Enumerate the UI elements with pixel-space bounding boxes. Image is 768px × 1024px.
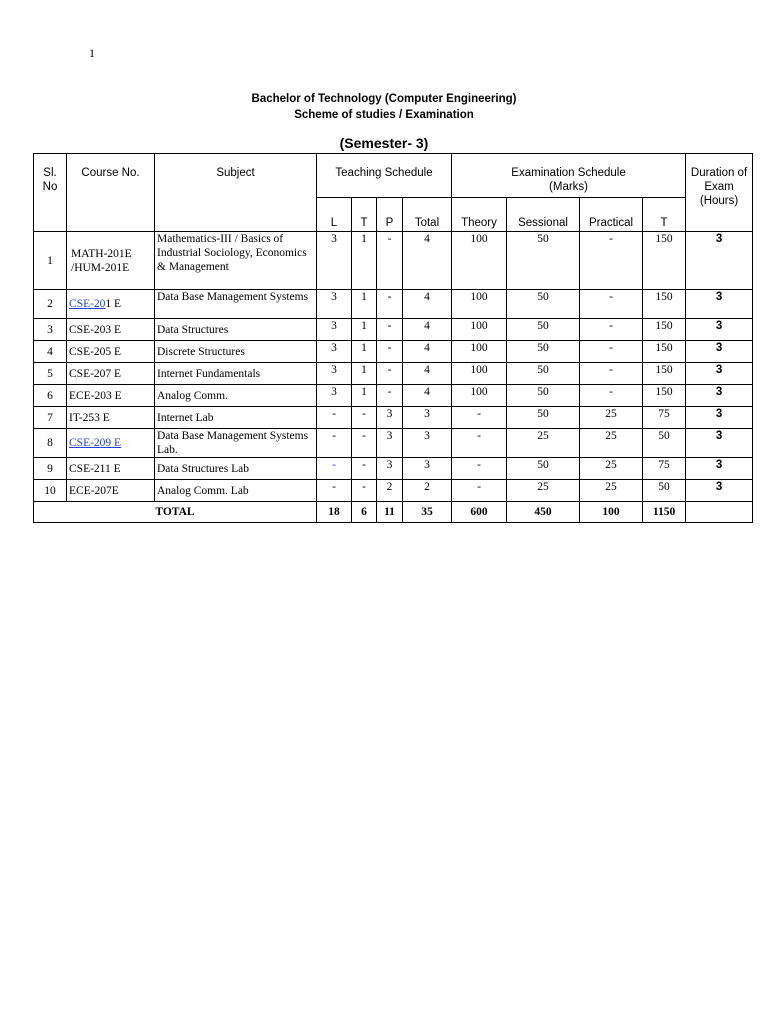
p-cell: 3 [377, 458, 403, 480]
t-total-cell: 75 [643, 458, 686, 480]
course-no-cell [67, 232, 155, 290]
total-cell: 4 [403, 232, 452, 290]
l-cell: 3 [317, 385, 352, 407]
subject-cell: Internet Fundamentals [155, 363, 317, 385]
theory-cell: 100 [452, 232, 507, 290]
header-sl-no: Sl. No [34, 154, 67, 232]
t-cell: - [352, 480, 377, 502]
t-total-cell: 75 [643, 407, 686, 429]
total-practical-cell: 100 [580, 502, 643, 523]
t-total-cell: 150 [643, 341, 686, 363]
duration-cell: 3 [686, 341, 753, 363]
sl-no-cell: 9 [34, 458, 67, 480]
p-cell: - [377, 385, 403, 407]
t-total-cell: 150 [643, 363, 686, 385]
theory-cell: 100 [452, 385, 507, 407]
total-cell: 3 [403, 429, 452, 458]
sessional-cell: 50 [507, 319, 580, 341]
t-cell: - [352, 407, 377, 429]
sessional-cell: 50 [507, 407, 580, 429]
sessional-cell: 50 [507, 341, 580, 363]
course-no-suffix: 1 E [105, 298, 122, 310]
total-cell: 4 [403, 363, 452, 385]
t-cell: - [352, 429, 377, 458]
table-row [34, 341, 753, 363]
total-p-cell: 11 [377, 502, 403, 523]
practical-cell: 25 [580, 480, 643, 502]
sl-no-cell: 7 [34, 407, 67, 429]
t-cell: 1 [352, 232, 377, 290]
course-no-link[interactable]: CSE-20 [69, 298, 106, 310]
sl-no-cell: 5 [34, 363, 67, 385]
p-cell: - [377, 341, 403, 363]
practical-cell: 25 [580, 458, 643, 480]
t-total-cell: 150 [643, 319, 686, 341]
course-no-text: CSE-203 E [69, 323, 122, 336]
t-cell: 1 [352, 385, 377, 407]
header-course-no: Course No. [67, 154, 155, 232]
theory-cell: - [452, 429, 507, 458]
t-total-cell: 150 [643, 290, 686, 319]
duration-cell: 3 [686, 319, 753, 341]
sessional-cell: 50 [507, 363, 580, 385]
course-no-cell [67, 341, 155, 363]
total-cell: 4 [403, 341, 452, 363]
theory-cell: 100 [452, 290, 507, 319]
subject-cell: Data Base Management Systems Lab. [155, 429, 317, 458]
course-no-cell [67, 319, 155, 341]
practical-cell: - [580, 319, 643, 341]
t-total-cell: 50 [643, 429, 686, 458]
l-cell: 3 [317, 232, 352, 290]
total-cell: 4 [403, 385, 452, 407]
practical-cell: 25 [580, 407, 643, 429]
header-row-top [34, 154, 753, 198]
duration-cell: 3 [686, 385, 753, 407]
l-cell: 3 [317, 290, 352, 319]
practical-cell: - [580, 232, 643, 290]
practical-cell: - [580, 385, 643, 407]
header-total: Total [403, 198, 452, 232]
l-cell: 3 [317, 319, 352, 341]
practical-cell: - [580, 341, 643, 363]
total-cell: 3 [403, 458, 452, 480]
course-no-cell [67, 363, 155, 385]
theory-cell: - [452, 407, 507, 429]
header-examination-schedule: Examination Schedule (Marks) [452, 154, 686, 198]
course-no-cell [67, 480, 155, 502]
table-row [34, 319, 753, 341]
l-cell: 3 [317, 363, 352, 385]
duration-cell: 3 [686, 363, 753, 385]
t-total-cell: 150 [643, 232, 686, 290]
header-t-total: T [643, 198, 686, 232]
total-cell: 4 [403, 319, 452, 341]
subject-cell: Data Structures Lab [155, 458, 317, 480]
table-row [34, 458, 753, 480]
practical-cell: 25 [580, 429, 643, 458]
total-label: TOTAL [34, 502, 317, 523]
sl-no-cell: 3 [34, 319, 67, 341]
table-row [34, 385, 753, 407]
t-cell: - [352, 458, 377, 480]
t-total-cell: 150 [643, 385, 686, 407]
total-cell: 2 [403, 480, 452, 502]
p-cell: 3 [377, 429, 403, 458]
course-no-link[interactable]: CSE-209 E [69, 437, 122, 449]
duration-cell: 3 [686, 290, 753, 319]
sessional-cell: 50 [507, 232, 580, 290]
header-theory: Theory [452, 198, 507, 232]
total-cell: 3 [403, 407, 452, 429]
total-theory-cell: 600 [452, 502, 507, 523]
course-no-cell [67, 385, 155, 407]
p-cell: 2 [377, 480, 403, 502]
total-t-cell: 1150 [643, 502, 686, 523]
sessional-cell: 50 [507, 385, 580, 407]
header-practical: Practical [580, 198, 643, 232]
total-sessional-cell: 450 [507, 502, 580, 523]
sl-no-cell: 2 [34, 290, 67, 319]
total-l-cell: 18 [317, 502, 352, 523]
sessional-cell: 50 [507, 458, 580, 480]
subject-cell: Internet Lab [155, 407, 317, 429]
header-duration: Duration of Exam (Hours) [686, 154, 753, 232]
duration-cell: 3 [686, 458, 753, 480]
table-row [34, 407, 753, 429]
t-cell: 1 [352, 319, 377, 341]
theory-cell: 100 [452, 341, 507, 363]
sl-no-cell: 1 [34, 232, 67, 290]
course-no-text: ECE-207E [69, 484, 119, 497]
duration-cell: 3 [686, 407, 753, 429]
total-cell: 4 [403, 290, 452, 319]
sl-no-cell: 6 [34, 385, 67, 407]
p-cell: - [377, 363, 403, 385]
duration-cell: 3 [686, 429, 753, 458]
l-cell: 3 [317, 341, 352, 363]
t-cell: 1 [352, 341, 377, 363]
sessional-cell: 25 [507, 429, 580, 458]
course-no-text: ECE-203 E [69, 389, 122, 402]
course-no-text: CSE-205 E [69, 345, 122, 358]
duration-cell: 3 [686, 232, 753, 290]
p-cell: 3 [377, 407, 403, 429]
l-cell: - [317, 458, 352, 480]
t-total-cell: 50 [643, 480, 686, 502]
table-row [34, 480, 753, 502]
course-no-cell [67, 458, 155, 480]
total-t-cell: 6 [352, 502, 377, 523]
header-teaching-schedule: Teaching Schedule [317, 154, 452, 198]
sessional-cell: 25 [507, 480, 580, 502]
course-no-text: MATH-201E /HUM-201E [71, 247, 132, 274]
course-no-cell [67, 429, 155, 458]
l-cell: - [317, 407, 352, 429]
course-no-text: CSE-207 E [69, 367, 122, 380]
course-no-cell [67, 290, 155, 319]
duration-cell: 3 [686, 480, 753, 502]
sl-no-cell: 8 [34, 429, 67, 458]
semester-title: (Semester- 3) [339, 135, 429, 151]
subject-cell: Data Base Management Systems [155, 290, 317, 319]
l-cell: - [317, 480, 352, 502]
subject-cell: Analog Comm. [155, 385, 317, 407]
header-t: T [352, 198, 377, 232]
t-cell: 1 [352, 290, 377, 319]
course-no-text: IT-253 E [69, 411, 110, 424]
total-row [34, 502, 753, 523]
header-subject: Subject [155, 154, 317, 232]
theory-cell: 100 [452, 363, 507, 385]
l-cell: - [317, 429, 352, 458]
sessional-cell: 50 [507, 290, 580, 319]
scheme-title: Scheme of studies / Examination [294, 109, 474, 121]
theory-cell: - [452, 458, 507, 480]
practical-cell: - [580, 290, 643, 319]
t-cell: 1 [352, 363, 377, 385]
page-number: 1 [89, 46, 95, 60]
course-no-text: CSE-211 E [69, 462, 121, 475]
theory-cell: - [452, 480, 507, 502]
table-row [34, 429, 753, 458]
header-l: L [317, 198, 352, 232]
subject-cell: Analog Comm. Lab [155, 480, 317, 502]
header-sessional: Sessional [507, 198, 580, 232]
subject-cell: Discrete Structures [155, 341, 317, 363]
program-title: Bachelor of Technology (Computer Engineering) [251, 93, 517, 105]
theory-cell: 100 [452, 319, 507, 341]
total-total-cell: 35 [403, 502, 452, 523]
sl-no-cell: 10 [34, 480, 67, 502]
table-row [34, 232, 753, 290]
sl-no-cell: 4 [34, 341, 67, 363]
subject-cell: Data Structures [155, 319, 317, 341]
practical-cell: - [580, 363, 643, 385]
header-p: P [377, 198, 403, 232]
subject-cell: Mathematics-III / Basics of Industrial Sociology, Economics & Management [155, 232, 317, 290]
table-row [34, 363, 753, 385]
course-no-cell [67, 407, 155, 429]
p-cell: - [377, 290, 403, 319]
total-duration-cell [686, 502, 753, 523]
scheme-table [33, 153, 753, 523]
table-row [34, 290, 753, 319]
p-cell: - [377, 319, 403, 341]
p-cell: - [377, 232, 403, 290]
